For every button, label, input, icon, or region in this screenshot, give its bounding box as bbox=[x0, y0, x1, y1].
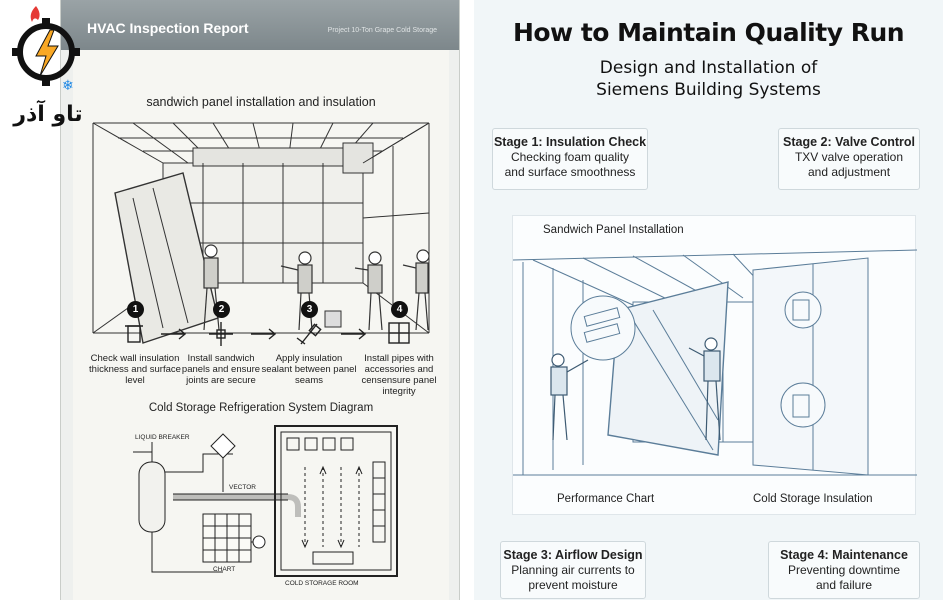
arrow-icon bbox=[161, 329, 185, 339]
maintenance-guide bbox=[474, 0, 943, 600]
stage-4-desc-line-2: and failure bbox=[815, 578, 873, 592]
step-1-label: Check wall insulation thickness and surface level bbox=[89, 353, 181, 386]
diagram-title: Cold Storage Refrigeration System Diagram bbox=[148, 402, 374, 414]
logo-text: تاو آذر bbox=[13, 102, 83, 127]
arrow-icon bbox=[341, 329, 365, 339]
section-title: sandwich panel installation and insulation bbox=[146, 95, 376, 109]
sealant-gun-icon bbox=[297, 324, 321, 344]
sandwich-panel-figure bbox=[512, 215, 916, 515]
stage-2-title: Stage 2: Valve Control bbox=[783, 135, 915, 149]
hvac-inspection-report bbox=[60, 0, 460, 600]
stage-1-desc-line-2: and surface smoothness bbox=[504, 165, 636, 179]
stage-2-desc-line-1: TXV valve operation bbox=[794, 150, 904, 164]
svg-text:❄: ❄ bbox=[62, 78, 74, 94]
guide-subtitle-line-1: Design and Installation of bbox=[599, 58, 818, 78]
stage-2-desc-line-2: and adjustment bbox=[807, 165, 891, 179]
window-grid-icon bbox=[389, 323, 409, 343]
figure-caption-right: Cold Storage Insulation bbox=[753, 493, 873, 505]
step-2-number: 2 bbox=[213, 301, 230, 318]
cold-storage-room-label: COLD STORAGE ROOM bbox=[285, 580, 359, 587]
liquid-breaker-label: LIQUID BREAKER bbox=[135, 434, 190, 441]
stage-3-title: Stage 3: Airflow Design bbox=[503, 548, 643, 562]
stage-3-desc-line-2: prevent moisture bbox=[528, 578, 618, 592]
refrigeration-diagram bbox=[73, 422, 449, 600]
pipe-cross-icon bbox=[209, 322, 233, 346]
report-header bbox=[61, 0, 459, 50]
stage-1-desc-line-1: Checking foam quality bbox=[510, 150, 630, 164]
guide-title: How to Maintain Quality Run bbox=[512, 18, 905, 47]
step-3-label: Apply insulation sealant between panel seams bbox=[261, 353, 357, 386]
step-4-label: Install pipes with accessories and censensure panel integrity bbox=[361, 353, 437, 397]
chart-label: CHART bbox=[213, 566, 236, 573]
stage-4-title: Stage 4: Maintenance bbox=[780, 548, 908, 562]
cup-icon bbox=[125, 326, 143, 342]
step-4-number: 4 bbox=[391, 301, 408, 318]
lightning-gear-icon bbox=[4, 4, 84, 104]
stage-4-desc-line-1: Preventing downtime bbox=[787, 563, 901, 577]
report-header-title: HVAC Inspection Report bbox=[87, 20, 249, 36]
guide-subtitle-line-2: Siemens Building Systems bbox=[596, 80, 821, 100]
report-header-project: Project 10-Ton Grape Cold Storage bbox=[327, 27, 437, 34]
company-logo bbox=[4, 4, 84, 134]
figure-caption-left: Performance Chart bbox=[557, 493, 655, 505]
step-2-label: Install sandwich panels and ensure joints are secure bbox=[181, 353, 261, 386]
stage-4-card bbox=[768, 541, 920, 599]
step-icons bbox=[73, 318, 449, 350]
vector-label: VECTOR bbox=[229, 484, 256, 491]
stage-3-desc-line-1: Planning air currents to bbox=[511, 563, 635, 577]
panel-installation-drawing bbox=[513, 240, 917, 480]
arrow-icon bbox=[251, 329, 275, 339]
report-sheet bbox=[73, 50, 449, 600]
stage-1-title: Stage 1: Insulation Check bbox=[493, 135, 647, 149]
figure-title: Sandwich Panel Installation bbox=[543, 224, 684, 236]
stage-3-card bbox=[500, 541, 646, 599]
step-1-number: 1 bbox=[127, 301, 144, 318]
step-3-number: 3 bbox=[301, 301, 318, 318]
stage-2-card bbox=[778, 128, 920, 190]
stage-1-card bbox=[492, 128, 648, 190]
